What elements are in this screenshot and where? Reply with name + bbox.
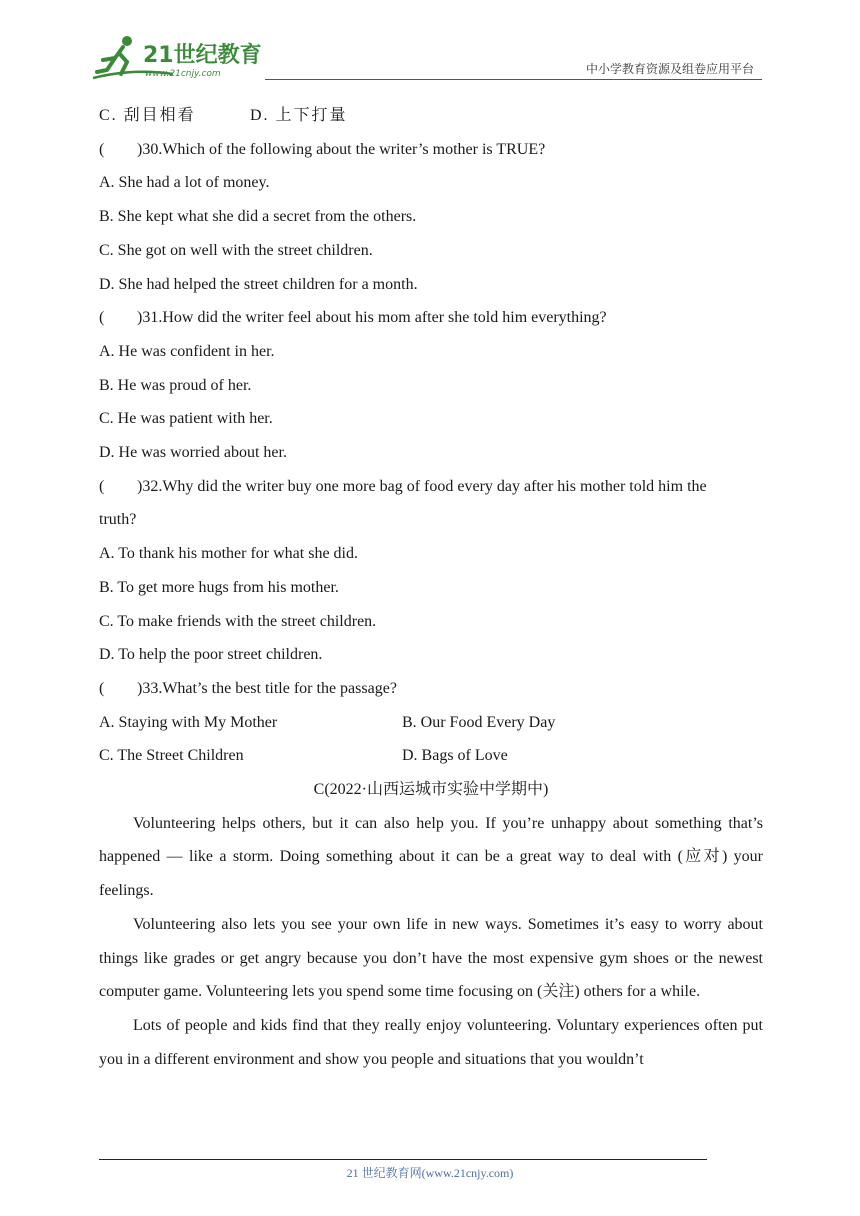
question-33: [99, 672, 763, 706]
option-row: [99, 739, 763, 773]
option-row: [99, 99, 763, 133]
option-d: D. He was worried about her.: [99, 444, 287, 462]
option-a: A. She had a lot of money.: [99, 174, 270, 192]
option-b: B. She kept what she did a secret from the others.: [99, 208, 417, 226]
question-text: )31.How did the writer feel about his mom after she told him everything?: [137, 309, 607, 327]
option-d: D. Bags of Love: [402, 747, 508, 765]
question-31: [99, 301, 763, 335]
option-d: D. 上下打量: [250, 107, 348, 124]
header-rule: [265, 79, 762, 80]
logo-url: www.21cnjy.com: [145, 69, 221, 79]
answer-blank[interactable]: (: [99, 309, 105, 327]
question-32: [99, 470, 763, 504]
page-header: [0, 0, 860, 90]
answer-blank[interactable]: (: [99, 140, 105, 158]
paragraph-1: Volunteering helps others, but it can also help you. If you’re unhappy about something that’s happened — like a storm. Doing something about it can be a great way to deal with (应对) your feelings.: [99, 814, 763, 900]
question-text: )33.What’s the best title for the passage?: [137, 679, 397, 697]
paragraph-2: Volunteering also lets you see your own life in new ways. Sometimes it’s easy to worry about things like grades or get angry because you don’t have the most expensive gym shoes or the newest computer game. Volunteering lets you spend some time focusing on (关注) others for a while.: [99, 915, 763, 1001]
answer-blank[interactable]: (: [99, 679, 105, 697]
logo-text: 21世纪教育: [143, 43, 262, 68]
option-c: C. To make friends with the street children.: [99, 612, 377, 630]
footer-rule: [99, 1159, 707, 1160]
answer-blank[interactable]: (: [99, 477, 105, 495]
option-row: [99, 706, 763, 740]
document-body: [99, 99, 763, 1076]
header-platform-text: 中小学教育资源及组卷应用平台: [585, 62, 754, 76]
option-b: B. Our Food Every Day: [402, 713, 556, 731]
option-c: C. The Street Children: [99, 747, 244, 765]
option-d: D. To help the poor street children.: [99, 646, 323, 664]
question-continuation: truth?: [99, 511, 137, 529]
section-heading: C(2022·山西运城市实验中学期中): [313, 781, 549, 799]
question-text: )30.Which of the following about the writer’s mother is TRUE?: [137, 140, 546, 158]
question-text: )32.Why did the writer buy one more bag of food every day after his mother told him the: [137, 477, 707, 495]
option-c: C. 刮目相看: [99, 107, 196, 124]
option-c: C. He was patient with her.: [99, 410, 273, 428]
option-d: D. She had helped the street children for a month.: [99, 275, 418, 293]
question-30: [99, 133, 763, 167]
paragraph-3: Lots of people and kids find that they really enjoy volunteering. Voluntary experiences often put you in a different environment and show you people and situations that you wouldn’t: [99, 1016, 763, 1068]
option-a: A. He was confident in her.: [99, 342, 275, 360]
logo: [93, 34, 263, 80]
option-a: A. To thank his mother for what she did.: [99, 545, 358, 563]
option-b: B. He was proud of her.: [99, 376, 252, 394]
option-c: C. She got on well with the street children.: [99, 241, 373, 259]
footer-text: 21 世纪教育网(www.21cnjy.com): [346, 1166, 514, 1180]
option-b: B. To get more hugs from his mother.: [99, 578, 339, 596]
option-a: A. Staying with My Mother: [99, 713, 278, 731]
